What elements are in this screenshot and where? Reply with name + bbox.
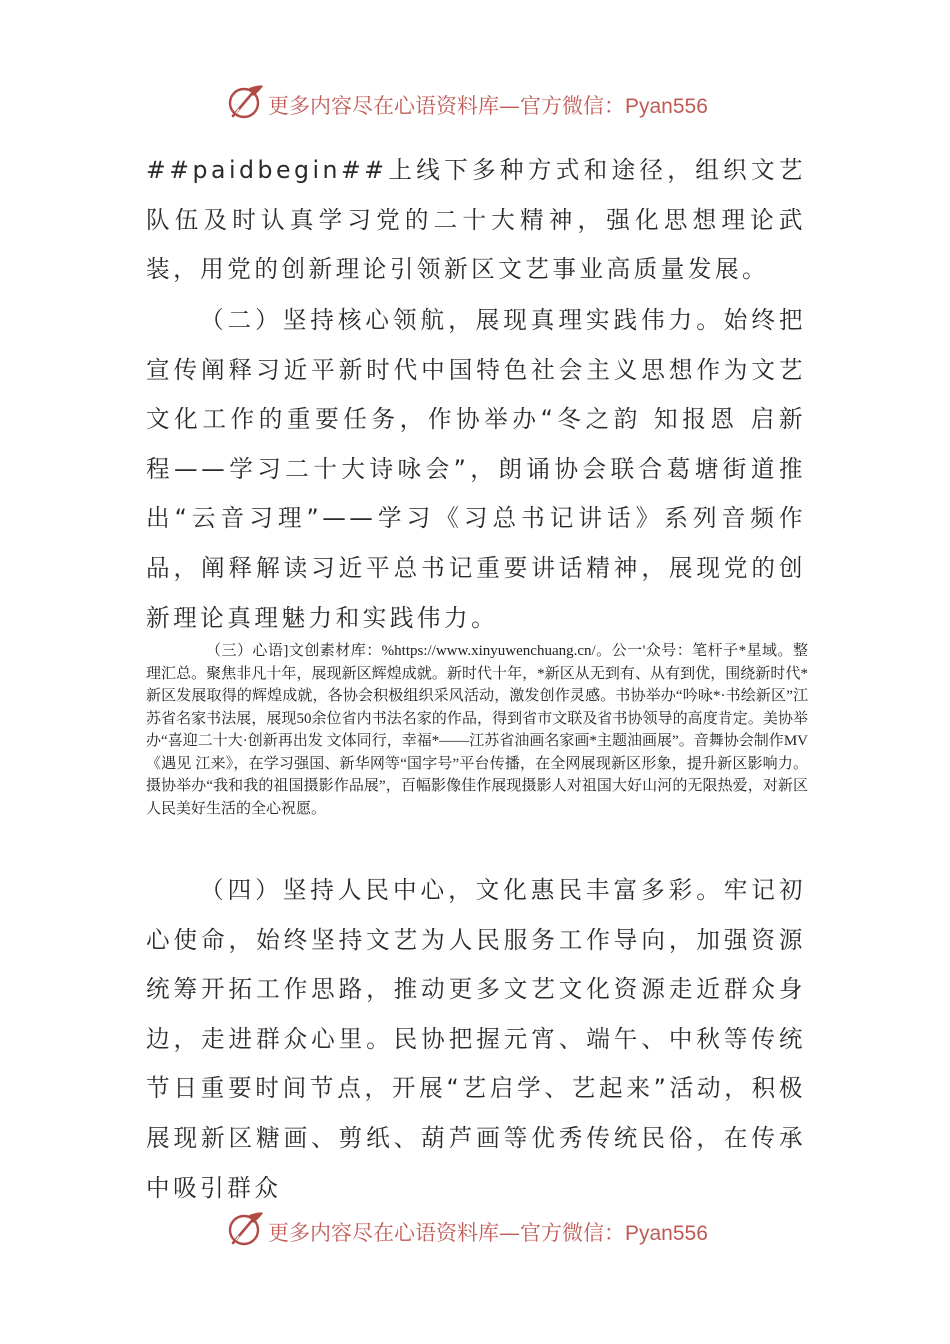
paragraph-3: （三）心语]文创素材库：%https://www.xinyuwenchuang.cn/。公一'众号：笔杆子*星域。整理汇总。聚焦非凡十年，展现新区辉煌成就。新时代十年，*新区从无到有、从有到优，围绕新时代*新区发展取得的辉煌成就，各协会积极组织采风活动，激发创作灵感。书协举办“吟咏*·书绘新区”江苏省名家书法展，展现50余位省内书法名家的作品，得到省市文联及省书协领导的高度肯定。美协举办“喜迎二十大·创新再出发 文体同行，幸福*——江苏省油画名家画*主题油画展”。音舞协会制作MV《遇见 江来》，在学习强国、新华网等“国字号”平台传播，在全网展现新区形象，提升新区影响力。摄协举办“我和我的祖国摄影作品展”，百幅影像佳作展现摄影人对祖国大好山河的无限热爱，对新区人民美好生活的全心祝愿。: [146, 643, 808, 817]
paragraph-4-block: [146, 866, 806, 1213]
paragraph-3-block: [146, 640, 808, 820]
paragraph-2: （二）坚持核心领航，展现真理实践伟力。始终把宣传阐释习近平新时代中国特色社会主义思想作为文艺文化工作的重要任务，作协举办“冬之韵 知报恩 启新程——学习二十大诗咏会”，朗诵协会联合葛塘街道推出“云音习理”——学习《习总书记讲话》系列音频作品，阐释解读习近平总书记重要讲话精神，展现党的创新理论真理魅力和实践伟力。: [146, 306, 806, 632]
paragraph-1: ##paidbegin##上线下多种方式和途径，组织文艺队伍及时认真学习党的二十大精神，强化思想理论武装，用党的创新理论引领新区文艺事业高质量发展。: [146, 156, 806, 284]
paragraph-1-block: [146, 146, 806, 295]
paragraph-4: （四）坚持人民中心，文化惠民丰富多彩。牢记初心使命，始终坚持文艺为人民服务工作导向，加强资源统筹开拓工作思路，推动更多文艺文化资源走近群众身边，走进群众心里。民协把握元宵、端午、中秋等传统节日重要时间节点，开展“艺启学、艺起来”活动，积极展现新区糖画、剪纸、葫芦画等优秀传统民俗，在传承中吸引群众: [146, 876, 806, 1202]
wechat-id: Pyan556: [625, 1222, 708, 1245]
watermark-text: [268, 90, 708, 120]
watermark-caption: 更多内容尽在心语资料库—官方微信：: [268, 94, 625, 118]
header-watermark-banner: [0, 80, 950, 128]
paragraph-2-block: [146, 296, 806, 643]
wechat-id: Pyan556: [625, 95, 708, 118]
footer-watermark-banner: [0, 1207, 950, 1255]
watermark-caption: 更多内容尽在心语资料库—官方微信：: [268, 1221, 625, 1245]
quill-logo-icon: [225, 82, 265, 122]
quill-logo-icon: [225, 1209, 265, 1249]
watermark-text: [268, 1217, 708, 1247]
